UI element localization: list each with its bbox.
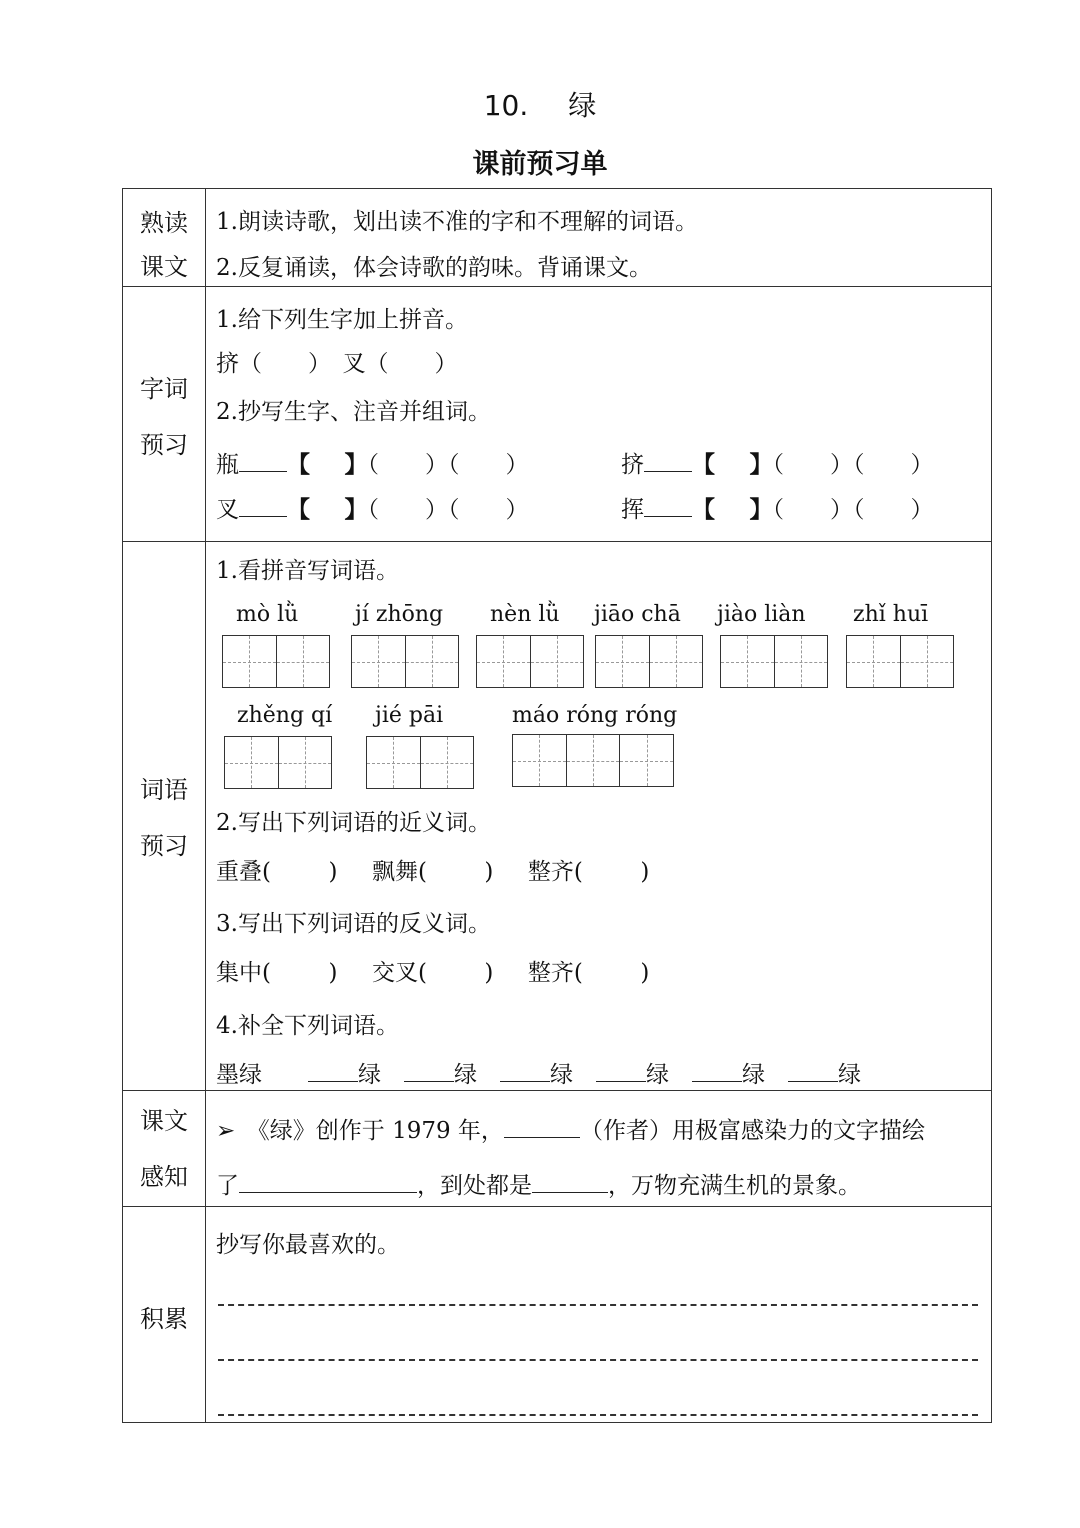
word-item: 集中 bbox=[216, 960, 262, 986]
word-item: 整齐 bbox=[527, 859, 574, 885]
label-line: 课文 bbox=[140, 253, 188, 281]
answer-blank[interactable] bbox=[644, 451, 692, 472]
worksheet-subtitle: 课前预习单 bbox=[472, 149, 608, 180]
lesson-number: 10. bbox=[483, 89, 529, 122]
char-item: 瓶 bbox=[216, 452, 239, 478]
writing-grid[interactable] bbox=[224, 736, 332, 789]
word-item: 整齐 bbox=[527, 960, 574, 986]
chars-q2: 2.抄写生字、注音并组词。 bbox=[216, 399, 491, 425]
writing-grid[interactable] bbox=[720, 635, 828, 688]
lesson-name: 绿 bbox=[568, 89, 597, 122]
writing-line[interactable] bbox=[218, 1304, 978, 1306]
pinyin-label: jiào liàn bbox=[717, 602, 806, 627]
answer-blank[interactable] bbox=[239, 1172, 417, 1193]
writing-grid[interactable] bbox=[366, 736, 474, 789]
label-line: 词语 bbox=[140, 776, 188, 804]
writing-grid[interactable] bbox=[222, 635, 330, 688]
perception-text: ，万物充满生机的景象。 bbox=[608, 1173, 861, 1199]
words-q2: 2.写出下列词语的近义词。 bbox=[216, 810, 491, 836]
words-q1: 1.看拼音写词语。 bbox=[216, 558, 399, 584]
chars-q1-row: 挤（ ） 叉（ ） bbox=[216, 351, 458, 377]
char-item: 挤 bbox=[216, 351, 239, 377]
label-line: 字词 bbox=[140, 375, 188, 403]
words-q4-row bbox=[216, 1056, 861, 1089]
writing-grid[interactable] bbox=[846, 635, 954, 688]
bullet-icon: ➢ bbox=[216, 1118, 236, 1144]
char-item: 挤 bbox=[621, 452, 644, 478]
word-item: 重叠 bbox=[216, 859, 262, 885]
chars-q2-row-2: 叉 【 】（ ）（ ） bbox=[216, 497, 529, 523]
answer-blank[interactable] bbox=[404, 1061, 454, 1082]
section-label-accumulate bbox=[123, 1299, 205, 1334]
writing-grid[interactable] bbox=[595, 635, 703, 688]
char-item: 叉 bbox=[342, 351, 366, 377]
writing-grid[interactable] bbox=[476, 635, 584, 688]
section-label-words bbox=[123, 762, 205, 874]
column-divider bbox=[205, 189, 206, 1422]
answer-blank[interactable] bbox=[532, 1172, 608, 1193]
row-divider bbox=[123, 541, 991, 542]
perception-text: 《绿》创作于 1979 年， bbox=[246, 1118, 504, 1144]
answer-blank[interactable] bbox=[239, 496, 287, 517]
word-suffix: 绿 bbox=[358, 1062, 381, 1088]
writing-grid[interactable] bbox=[351, 635, 459, 688]
label-line: 熟读 bbox=[140, 209, 188, 237]
pinyin-label: zhǐ huī bbox=[853, 602, 929, 627]
words-q3-row: 集中( ) 交叉( ) 整齐( ) bbox=[216, 960, 650, 986]
reading-item-1: 1.朗读诗歌，划出读不准的字和不理解的词语。 bbox=[216, 209, 698, 235]
answer-blank[interactable] bbox=[500, 1061, 550, 1082]
chars-q1: 1.给下列生字加上拼音。 bbox=[216, 307, 468, 333]
accumulate-prompt: 抄写你最喜欢的。 bbox=[216, 1232, 400, 1258]
pinyin-label: jié pāi bbox=[375, 703, 444, 728]
word-item: 飘舞 bbox=[371, 859, 418, 885]
perception-line-1 bbox=[216, 1112, 925, 1145]
words-q4: 4.补全下列词语。 bbox=[216, 1013, 399, 1039]
writing-grid[interactable] bbox=[512, 734, 674, 787]
row-divider bbox=[123, 286, 991, 287]
char-item: 叉 bbox=[216, 497, 239, 523]
section-label-chars bbox=[123, 361, 205, 473]
word-suffix: 绿 bbox=[838, 1062, 861, 1088]
answer-blank[interactable] bbox=[596, 1061, 646, 1082]
answer-blank[interactable] bbox=[504, 1117, 580, 1138]
label-line: 课文 bbox=[140, 1107, 188, 1135]
chars-q2-row-1b: 挤 【 】（ ）（ ） bbox=[621, 452, 934, 478]
word-suffix: 绿 bbox=[742, 1062, 765, 1088]
answer-blank[interactable] bbox=[644, 496, 692, 517]
section-label-reading bbox=[123, 201, 205, 289]
row-divider bbox=[123, 1206, 991, 1207]
label-line: 感知 bbox=[140, 1163, 188, 1191]
lesson-title bbox=[0, 84, 1080, 124]
pinyin-label: zhěng qí bbox=[237, 703, 333, 728]
label-line: 预习 bbox=[140, 832, 188, 860]
answer-blank[interactable] bbox=[788, 1061, 838, 1082]
answer-blank[interactable] bbox=[239, 451, 287, 472]
answer-blank[interactable] bbox=[692, 1061, 742, 1082]
words-q3: 3.写出下列词语的反义词。 bbox=[216, 911, 491, 937]
row-divider bbox=[123, 1090, 991, 1091]
perception-text: ，到处都是 bbox=[417, 1173, 532, 1199]
chars-q2-row-1: 瓶 【 】（ ）（ ） bbox=[216, 452, 529, 478]
pinyin-label: jiāo chā bbox=[594, 602, 681, 627]
word-suffix: 绿 bbox=[454, 1062, 477, 1088]
writing-line[interactable] bbox=[218, 1414, 978, 1416]
writing-line[interactable] bbox=[218, 1359, 978, 1361]
pinyin-label: nèn lǜ bbox=[490, 602, 560, 627]
answer-blank[interactable] bbox=[308, 1061, 358, 1082]
reading-item-2: 2.反复诵读，体会诗歌的韵味。背诵课文。 bbox=[216, 255, 652, 281]
pinyin-label: máo róng róng bbox=[512, 703, 678, 728]
pinyin-label: jí zhōng bbox=[355, 602, 444, 627]
word-suffix: 绿 bbox=[646, 1062, 669, 1088]
chars-q2-row-2b: 挥 【 】（ ）（ ） bbox=[621, 497, 934, 523]
label-line: 预习 bbox=[140, 431, 188, 459]
section-label-perception bbox=[123, 1093, 205, 1205]
word-item: 交叉 bbox=[371, 960, 418, 986]
char-item: 挥 bbox=[621, 497, 644, 523]
word-suffix: 绿 bbox=[550, 1062, 573, 1088]
perception-line-2 bbox=[216, 1167, 861, 1200]
word-item: 墨绿 bbox=[216, 1062, 262, 1088]
pinyin-label: mò lǜ bbox=[236, 602, 299, 627]
label-line: 积累 bbox=[140, 1305, 188, 1333]
words-q2-row: 重叠( ) 飘舞( ) 整齐( ) bbox=[216, 859, 650, 885]
perception-text: 了 bbox=[216, 1173, 239, 1199]
worksheet-table bbox=[122, 188, 992, 1423]
perception-text: （作者）用极富感染力的文字描绘 bbox=[579, 1118, 925, 1144]
